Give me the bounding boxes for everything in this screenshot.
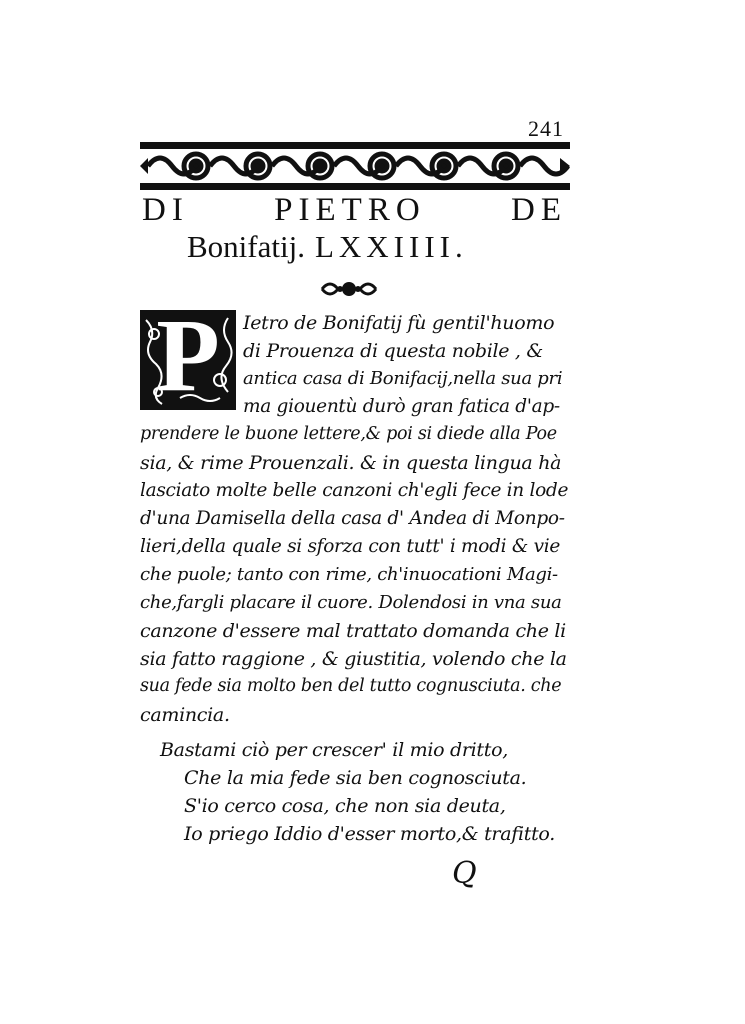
body-line: che puole; tanto con rime, ch'inuocationi Magi-	[140, 564, 558, 585]
body-line: canzone d'essere mal trattato domanda che li	[140, 620, 566, 642]
body-line: sia, & rime Prouenzali. & in questa lingua hà	[140, 452, 562, 474]
body-line: ma giouentù durò gran fatica d'ap-	[243, 396, 560, 417]
body-line: che,fargli placare il cuore. Dolendosi in vna sua	[140, 592, 562, 613]
chapter-title-name: Bonifatij.	[187, 229, 305, 264]
floral-fleuron-icon	[318, 277, 380, 301]
verse-line: Io priego Iddio d'esser morto,& trafitto.	[184, 823, 555, 845]
chapter-title-line-1: DI PIETRO DE	[142, 192, 567, 228]
chapter-numeral: LXXIIII.	[314, 229, 468, 264]
body-line: prendere le buone lettere,& poi si diede alla Poe	[140, 424, 557, 444]
scroll-ornament-band-icon	[140, 140, 570, 192]
body-line: Ietro de Bonifatij fù gentil'huomo	[243, 312, 555, 334]
page-number: 241	[528, 116, 564, 141]
drop-cap-letter: P	[156, 310, 220, 410]
body-line: camincia.	[140, 704, 230, 726]
body-line: antica casa di Bonifacij,nella sua pri	[243, 368, 563, 389]
body-line: sua fede sia molto ben del tutto cognusciuta. che	[140, 676, 562, 696]
verse-line: Bastami ciò per crescer' il mio dritto,	[160, 739, 508, 761]
verse-line: Che la mia fede sia ben cognosciuta.	[184, 767, 527, 789]
body-line: lasciato molte belle canzoni ch'egli fece in lode	[140, 480, 569, 501]
body-line: di Prouenza di questa nobile , &	[243, 340, 544, 362]
body-line: lieri,della quale si sforza con tutt' i modi & vie	[140, 536, 561, 557]
chapter-title-line-2	[187, 229, 468, 265]
body-line: sia fatto raggione , & giustitia, volendo che la	[140, 648, 567, 670]
catchword: Q	[452, 856, 477, 891]
verse-line: S'io cerco cosa, che non sia deuta,	[184, 795, 506, 817]
ornamented-drop-cap-icon	[140, 310, 236, 410]
body-line: d'una Damisella della casa d' Andea di Monpo-	[140, 508, 565, 529]
